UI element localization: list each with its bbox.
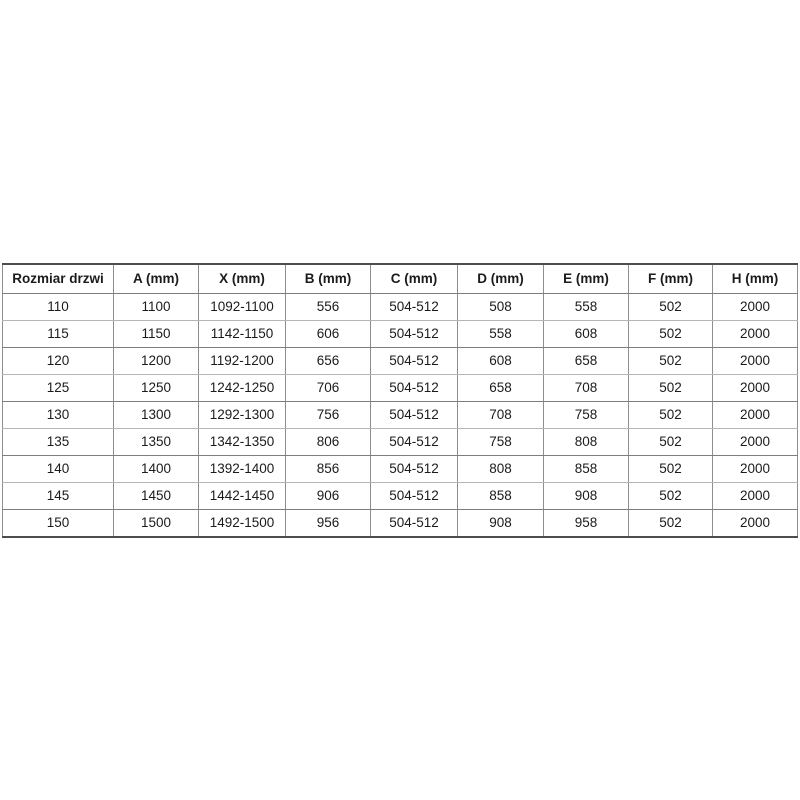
table-cell: 958 [544,510,629,538]
table-cell: 504-512 [371,402,458,429]
table-cell: 502 [629,321,713,348]
table-cell: 135 [3,429,114,456]
table-row [3,375,798,402]
table-cell: 504-512 [371,456,458,483]
table-cell: 706 [286,375,371,402]
table-cell: 504-512 [371,348,458,375]
table-cell: 1450 [114,483,199,510]
table-cell: 130 [3,402,114,429]
table-cell: 508 [458,294,544,321]
table-cell: 956 [286,510,371,538]
column-header-b-mm: B (mm) [286,264,371,294]
table-cell: 658 [544,348,629,375]
table-cell: 504-512 [371,483,458,510]
table-cell: 1100 [114,294,199,321]
table-cell: 556 [286,294,371,321]
table-cell: 502 [629,429,713,456]
table-cell: 125 [3,375,114,402]
table-cell: 504-512 [371,429,458,456]
table-cell: 504-512 [371,375,458,402]
table-cell: 558 [458,321,544,348]
table-cell: 1092-1100 [199,294,286,321]
table-row [3,429,798,456]
column-header-x-mm: X (mm) [199,264,286,294]
column-header-c-mm: C (mm) [371,264,458,294]
table-row [3,348,798,375]
table-cell: 1192-1200 [199,348,286,375]
table-cell: 1500 [114,510,199,538]
table-cell: 1142-1150 [199,321,286,348]
table-cell: 2000 [713,348,798,375]
table-cell: 2000 [713,429,798,456]
table-cell: 606 [286,321,371,348]
table-cell: 908 [544,483,629,510]
table-cell: 808 [544,429,629,456]
table-cell: 858 [544,456,629,483]
table-cell: 504-512 [371,294,458,321]
table-cell: 658 [458,375,544,402]
table-cell: 608 [544,321,629,348]
table-cell: 150 [3,510,114,538]
table-cell: 2000 [713,483,798,510]
table-cell: 115 [3,321,114,348]
table-cell: 608 [458,348,544,375]
table-cell: 1400 [114,456,199,483]
table-header-row [3,264,798,294]
table-cell: 1300 [114,402,199,429]
column-header-h-mm: H (mm) [713,264,798,294]
table-cell: 758 [458,429,544,456]
table-cell: 502 [629,294,713,321]
table-cell: 1250 [114,375,199,402]
table-cell: 2000 [713,294,798,321]
table-cell: 502 [629,456,713,483]
table-cell: 708 [544,375,629,402]
door-size-spec-table [2,263,798,538]
table-cell: 1150 [114,321,199,348]
column-header-e-mm: E (mm) [544,264,629,294]
table-cell: 504-512 [371,510,458,538]
table-cell: 502 [629,483,713,510]
table-cell: 1442-1450 [199,483,286,510]
table-cell: 145 [3,483,114,510]
table-cell: 1342-1350 [199,429,286,456]
table-cell: 906 [286,483,371,510]
table-cell: 708 [458,402,544,429]
table-cell: 140 [3,456,114,483]
table-cell: 120 [3,348,114,375]
table-cell: 1350 [114,429,199,456]
table-cell: 856 [286,456,371,483]
table-row [3,321,798,348]
table-cell: 1392-1400 [199,456,286,483]
table-row [3,402,798,429]
column-header-d-mm: D (mm) [458,264,544,294]
table-cell: 504-512 [371,321,458,348]
table-cell: 502 [629,510,713,538]
table-cell: 502 [629,402,713,429]
table-cell: 1492-1500 [199,510,286,538]
table-cell: 558 [544,294,629,321]
table-cell: 656 [286,348,371,375]
table-cell: 2000 [713,510,798,538]
table-cell: 756 [286,402,371,429]
column-header-a-mm: A (mm) [114,264,199,294]
table-cell: 758 [544,402,629,429]
table-row [3,456,798,483]
table-cell: 858 [458,483,544,510]
table-cell: 2000 [713,402,798,429]
table-cell: 1292-1300 [199,402,286,429]
table-row [3,294,798,321]
table-cell: 2000 [713,375,798,402]
table-cell: 2000 [713,456,798,483]
column-header-rozmiar-drzwi: Rozmiar drzwi [3,264,114,294]
table-cell: 502 [629,375,713,402]
table-cell: 908 [458,510,544,538]
table-cell: 110 [3,294,114,321]
table-row [3,483,798,510]
table-cell: 2000 [713,321,798,348]
table-cell: 1242-1250 [199,375,286,402]
table-cell: 806 [286,429,371,456]
table-cell: 1200 [114,348,199,375]
table-body [3,294,798,538]
column-header-f-mm: F (mm) [629,264,713,294]
table-row [3,510,798,538]
table-cell: 502 [629,348,713,375]
table-cell: 808 [458,456,544,483]
